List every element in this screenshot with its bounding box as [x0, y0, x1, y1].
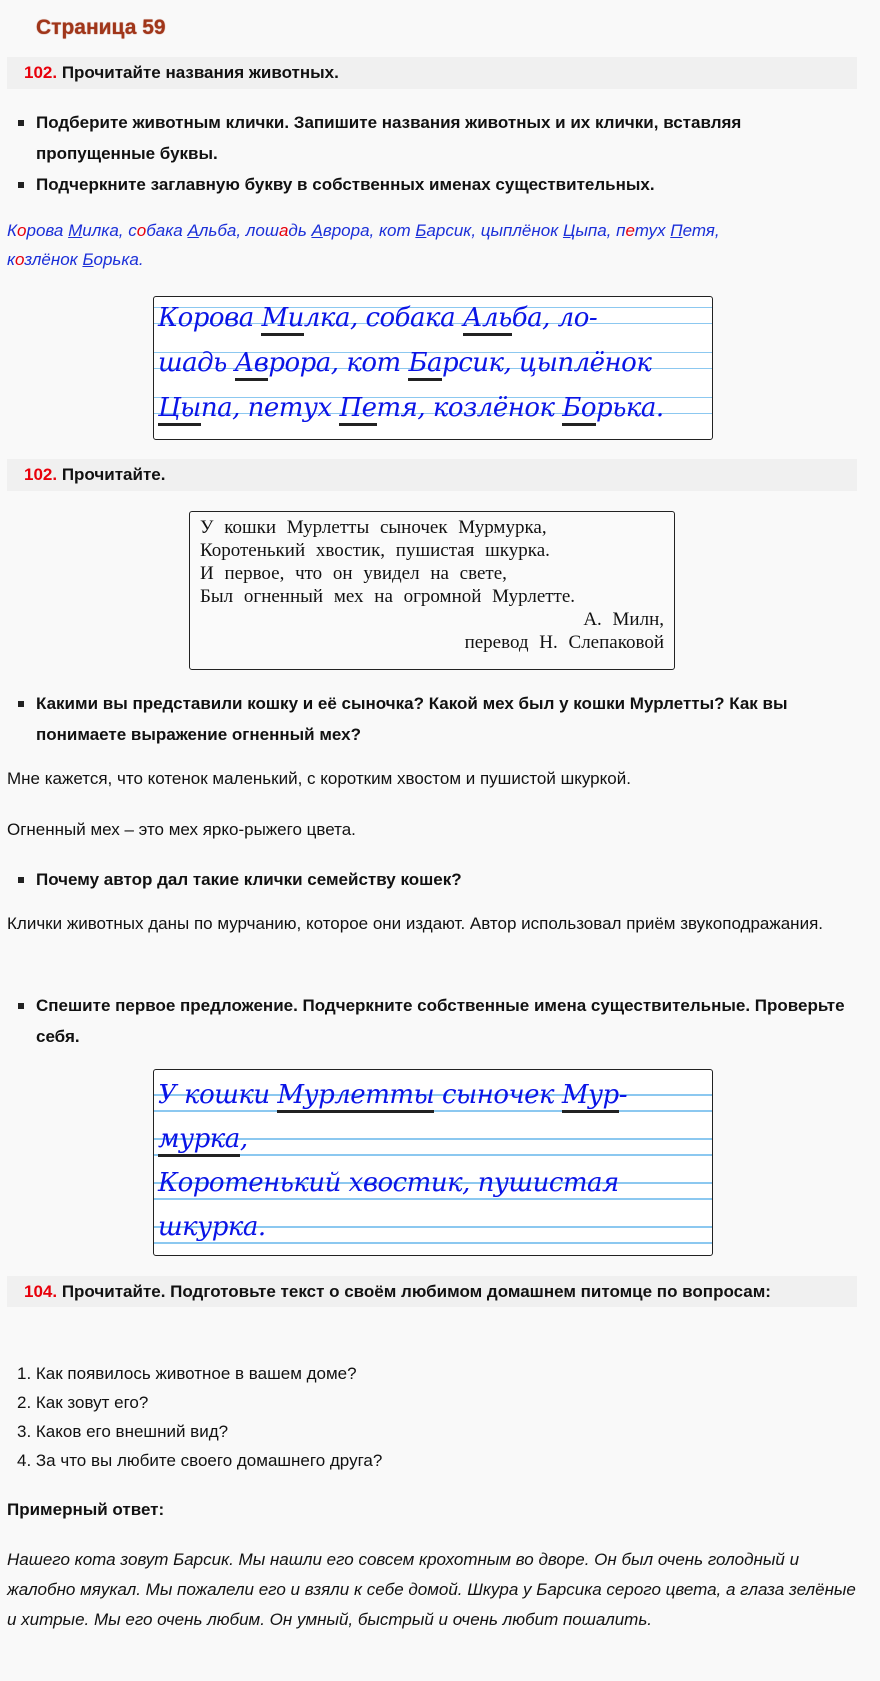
text-segment: рова [26, 221, 69, 240]
exercise-number: 102. [24, 63, 58, 82]
text-segment: шадь [158, 348, 235, 378]
answer-paragraph: Клички животных даны по мурчанию, которое они издают. Автор использовал приём звукоподражания. [7, 914, 823, 933]
exercise-header-102 [7, 57, 857, 89]
list-item: 4. За что вы любите своего домашнего друга? [17, 1451, 383, 1470]
underlined-capital: Пе [339, 393, 376, 426]
exercise-number: 104. [24, 1282, 58, 1301]
text-segment: ба, ло- [511, 303, 598, 333]
text-segment: К [7, 221, 18, 240]
answer-line [7, 245, 857, 274]
text-segment: сыночек [434, 1080, 562, 1110]
text-segment: злёнок [24, 250, 83, 269]
underlined-capital: Мурлетты [277, 1080, 434, 1113]
exercise-header-104 [7, 1276, 857, 1307]
exercise-title: Прочитайте. [61, 465, 166, 484]
task-bullet: Подчеркните заглавную букву в собственных именах существительных. [18, 169, 858, 200]
question-bullet: Почему автор дал такие клички семейству кошек? [18, 864, 858, 895]
text-segment: льба, лош [198, 221, 279, 240]
exercise-number: 102. [24, 465, 58, 484]
text-segment: лка, собака [303, 303, 463, 333]
text-segment: орька. [93, 250, 144, 269]
text-segment: - [618, 1080, 627, 1110]
poem-line: И первое, что он увидел на свете, [200, 563, 507, 584]
underlined-capital: Бо [562, 393, 596, 426]
exercise-header-102b [7, 459, 857, 491]
task-bullet: Подберите животным клички. Запишите названия животных и их клички, вставляя пропущенные буквы. [18, 107, 858, 169]
text-segment: Корова [158, 303, 262, 333]
handwriting-image [153, 1069, 713, 1256]
underlined-capital: А [311, 221, 323, 240]
inserted-letter: о [17, 221, 27, 240]
underlined-capital: Цы [158, 393, 201, 426]
underlined-capital: Мур [562, 1080, 619, 1113]
text-segment: арсик, цыплёнок [426, 221, 563, 240]
text-segment: етя, [682, 221, 720, 240]
handwriting-line [158, 1080, 627, 1110]
underlined-capital: Ц [562, 221, 576, 240]
text-segment: дь [288, 221, 312, 240]
underlined-capital: М [68, 221, 83, 240]
text-segment: врора, кот [322, 221, 416, 240]
inserted-letter: а [278, 221, 289, 240]
inserted-letter: о [15, 250, 25, 269]
text-segment: У кошки [158, 1080, 278, 1110]
text-segment: рора, кот [268, 348, 409, 378]
question-list [7, 1359, 382, 1475]
underlined-capital: П [670, 221, 683, 240]
text-segment: , [239, 1124, 248, 1154]
text-segment: па, петух [200, 393, 340, 423]
answer-text [7, 216, 857, 274]
handwriting-image [153, 296, 713, 440]
text-segment: шкурка. [158, 1212, 266, 1242]
poem-line: Коротенький хвостик, пушистая шкурка. [200, 540, 550, 561]
underlined-capital: Б [82, 250, 94, 269]
underlined-capital: Ба [408, 348, 442, 381]
handwriting-line [158, 1124, 248, 1154]
text-segment: бака [146, 221, 188, 240]
list-item: 2. Как зовут его? [17, 1393, 149, 1412]
handwriting-line [158, 1212, 266, 1242]
text-segment: к [7, 250, 16, 269]
list-item: 3. Каков его внешний вид? [17, 1422, 229, 1441]
text-segment: ыпа, п [575, 221, 626, 240]
sample-answer-label: Примерный ответ: [7, 1500, 165, 1519]
list-item: 1. Как появилось животное в вашем доме? [17, 1364, 357, 1383]
handwriting-line [158, 1168, 619, 1198]
exercise-title: Прочитайте названия животных. [61, 63, 339, 82]
underlined-capital: мурка [158, 1124, 240, 1157]
poem-line: Был огненный мех на огромной Мурлетте. [200, 586, 576, 607]
underlined-capital: Ав [235, 348, 269, 381]
underlined-capital: А [187, 221, 199, 240]
poem-translator: перевод Н. Слепаковой [464, 632, 664, 653]
question-bullet: Какими вы представили кошку и её сыночка? Какой мех был у кошки Мурлетты? Как вы понимаете выражение огненный мех? [18, 688, 858, 750]
inserted-letter: е [625, 221, 635, 240]
text-segment: рсик, цыплёнок [442, 348, 652, 378]
underlined-capital: Б [415, 221, 427, 240]
text-segment: тух [634, 221, 671, 240]
underlined-capital: Аль [463, 303, 512, 336]
text-segment: тя, козлёнок [376, 393, 563, 423]
handwriting-line [158, 303, 597, 333]
answer-paragraph: Огненный мех – это мех ярко-рыжего цвета. [7, 820, 356, 839]
page-title: Страница 59 [36, 16, 166, 39]
text-segment: Коротенький хвостик, пушистая [158, 1168, 619, 1198]
inserted-letter: о [136, 221, 147, 240]
underlined-capital: Ми [261, 303, 303, 336]
answer-line [7, 216, 857, 245]
answer-paragraph: Мне кажется, что котенок маленький, с коротким хвостом и пушистой шкуркой. [7, 769, 631, 788]
handwriting-line [158, 393, 664, 423]
sample-answer-text: Нашего кота зовут Барсик. Мы нашли его совсем крохотным во дворе. Он был очень голодный и жалобно мяукал. Мы пожалели его и взяли к себе домой. Шкура у Барсика серого цвета, а глаза зелёные и хитрые. Мы его очень любим. Он умный, быстрый и очень любит пошалить. [7, 1550, 856, 1629]
handwriting-line [158, 348, 651, 378]
question-bullet: Спешите первое предложение. Подчеркните собственные имена существительные. Проверьте себя. [18, 990, 858, 1052]
text-segment: рька. [596, 393, 664, 423]
exercise-title: Прочитайте. Подготовьте текст о своём любимом домашнем питомце по вопросам: [61, 1282, 771, 1301]
text-segment: илка, с [82, 221, 137, 240]
poem-line: У кошки Мурлетты сыночек Мурмурка, [200, 517, 547, 538]
poem-box [189, 511, 675, 670]
poem-author: А. Милн, [583, 609, 664, 630]
